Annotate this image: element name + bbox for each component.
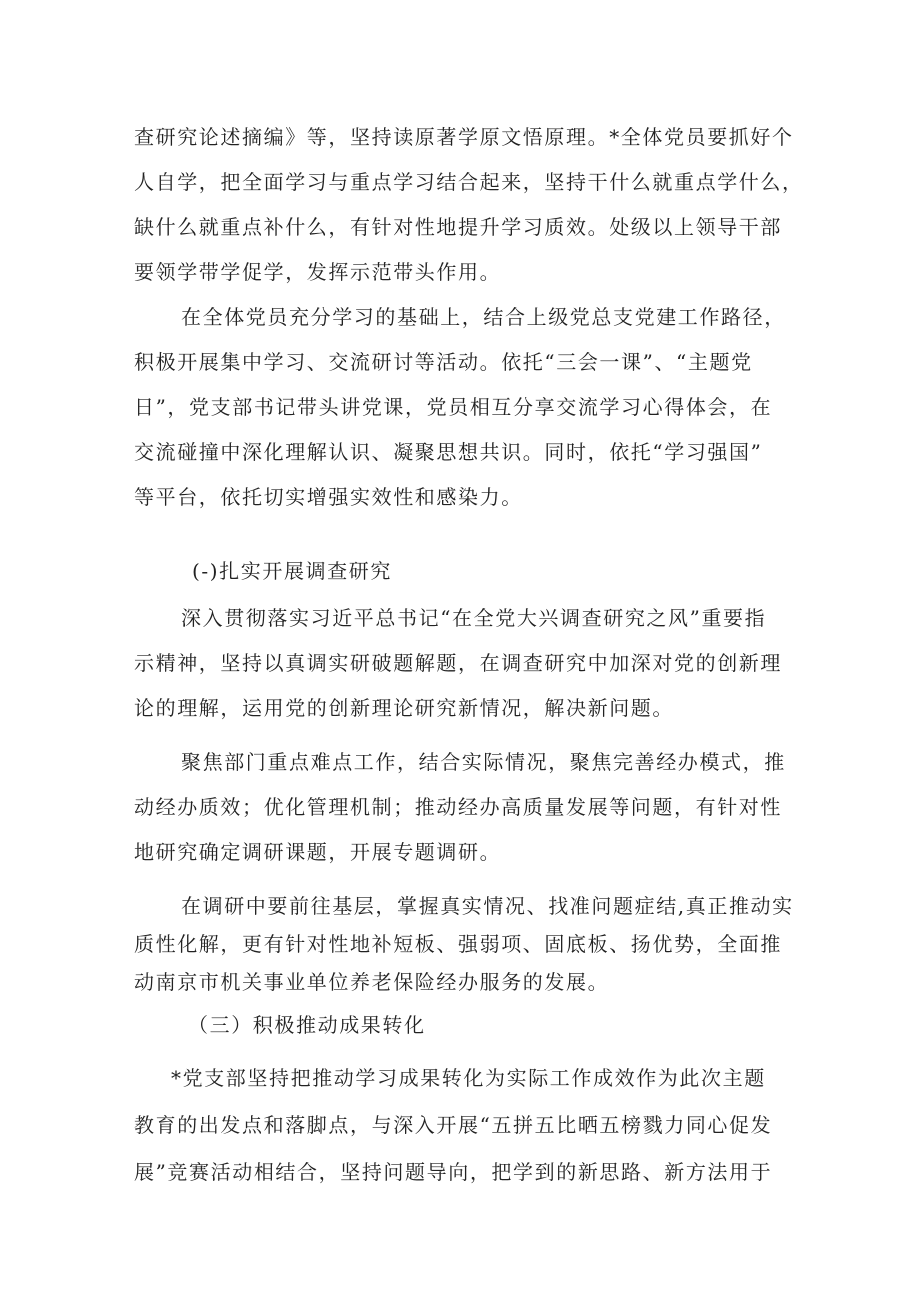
text-line: 要领学带学促学，发挥示范带头作用。 xyxy=(134,260,502,284)
paragraph-research-spirit xyxy=(134,596,794,731)
text-line: 展”竞赛活动相结合，坚持问题导向，把学到的新思路、新方法用于 xyxy=(134,1160,773,1184)
paragraph-results-transformation xyxy=(134,1055,794,1196)
text-line: 地研究确定调研课题，开展专题调研。 xyxy=(134,840,502,864)
text-line: *党支部坚持把推动学习成果转化为实际工作成效作为此次主题 xyxy=(171,1066,766,1090)
text-line: 积极开展集中学习、交流研讨等活动。依托“三会一课”、“主题党 xyxy=(134,350,753,374)
paragraph-grassroots-research xyxy=(134,887,794,1001)
section-heading-research: (-)扎实开展调查研究 xyxy=(192,559,392,583)
paragraph-focus-work xyxy=(134,740,794,875)
paragraph-group-study xyxy=(134,295,794,520)
text-line: 动南京市机关事业单位养老保险经办服务的发展。 xyxy=(134,970,610,994)
text-line: 教育的出发点和落脚点，与深入开展“五拼五比晒五榜戮力同心促发 xyxy=(134,1113,773,1137)
text-line: 质性化解，更有针对性地补短板、强弱项、固底板、扬优势，全面推 xyxy=(134,932,782,956)
text-line: 等平台，依托切实增强实效性和感染力。 xyxy=(134,485,523,509)
text-line: 查研究论述摘编》等，坚持读原著学原文悟原理。*全体党员要抓好个 xyxy=(134,125,794,149)
text-line: 深入贯彻落实习近平总书记“在全党大兴调查研究之风”重要指 xyxy=(181,606,767,630)
text-line: 聚焦部门重点难点工作，结合实际情况，聚焦完善经办模式，推 xyxy=(181,750,786,774)
text-line: 论的理解，运用党的创新理论研究新情况，解决新问题。 xyxy=(134,696,674,720)
text-line: 动经办质效；优化管理机制；推动经办高质量发展等问题，有针对性 xyxy=(134,795,782,819)
text-line: 在全体党员充分学习的基础上，结合上级党总支党建工作路径， xyxy=(181,305,786,329)
text-line: 示精神，坚持以真调实研破题解题，在调查研究中加深对党的创新理 xyxy=(134,651,782,675)
text-line: 缺什么就重点补什么，有针对性地提升学习质效。处级以上领导干部 xyxy=(134,215,782,239)
text-line: 在调研中要前往基层，掌握真实情况、找准问题症结,真正推动实 xyxy=(181,894,794,918)
section-heading-results: （三）积极推动成果转化 xyxy=(188,1013,426,1037)
paragraph-self-study xyxy=(134,115,804,295)
text-line: 交流碰撞中深化理解认识、凝聚思想共识。同时，依托“学习强国” xyxy=(134,440,763,464)
text-line: 日”，党支部书记带头讲党课，党员相互分享交流学习心得体会，在 xyxy=(134,395,773,419)
text-line: 人自学，把全面学习与重点学习结合起来，坚持干什么就重点学什么， xyxy=(134,170,804,194)
